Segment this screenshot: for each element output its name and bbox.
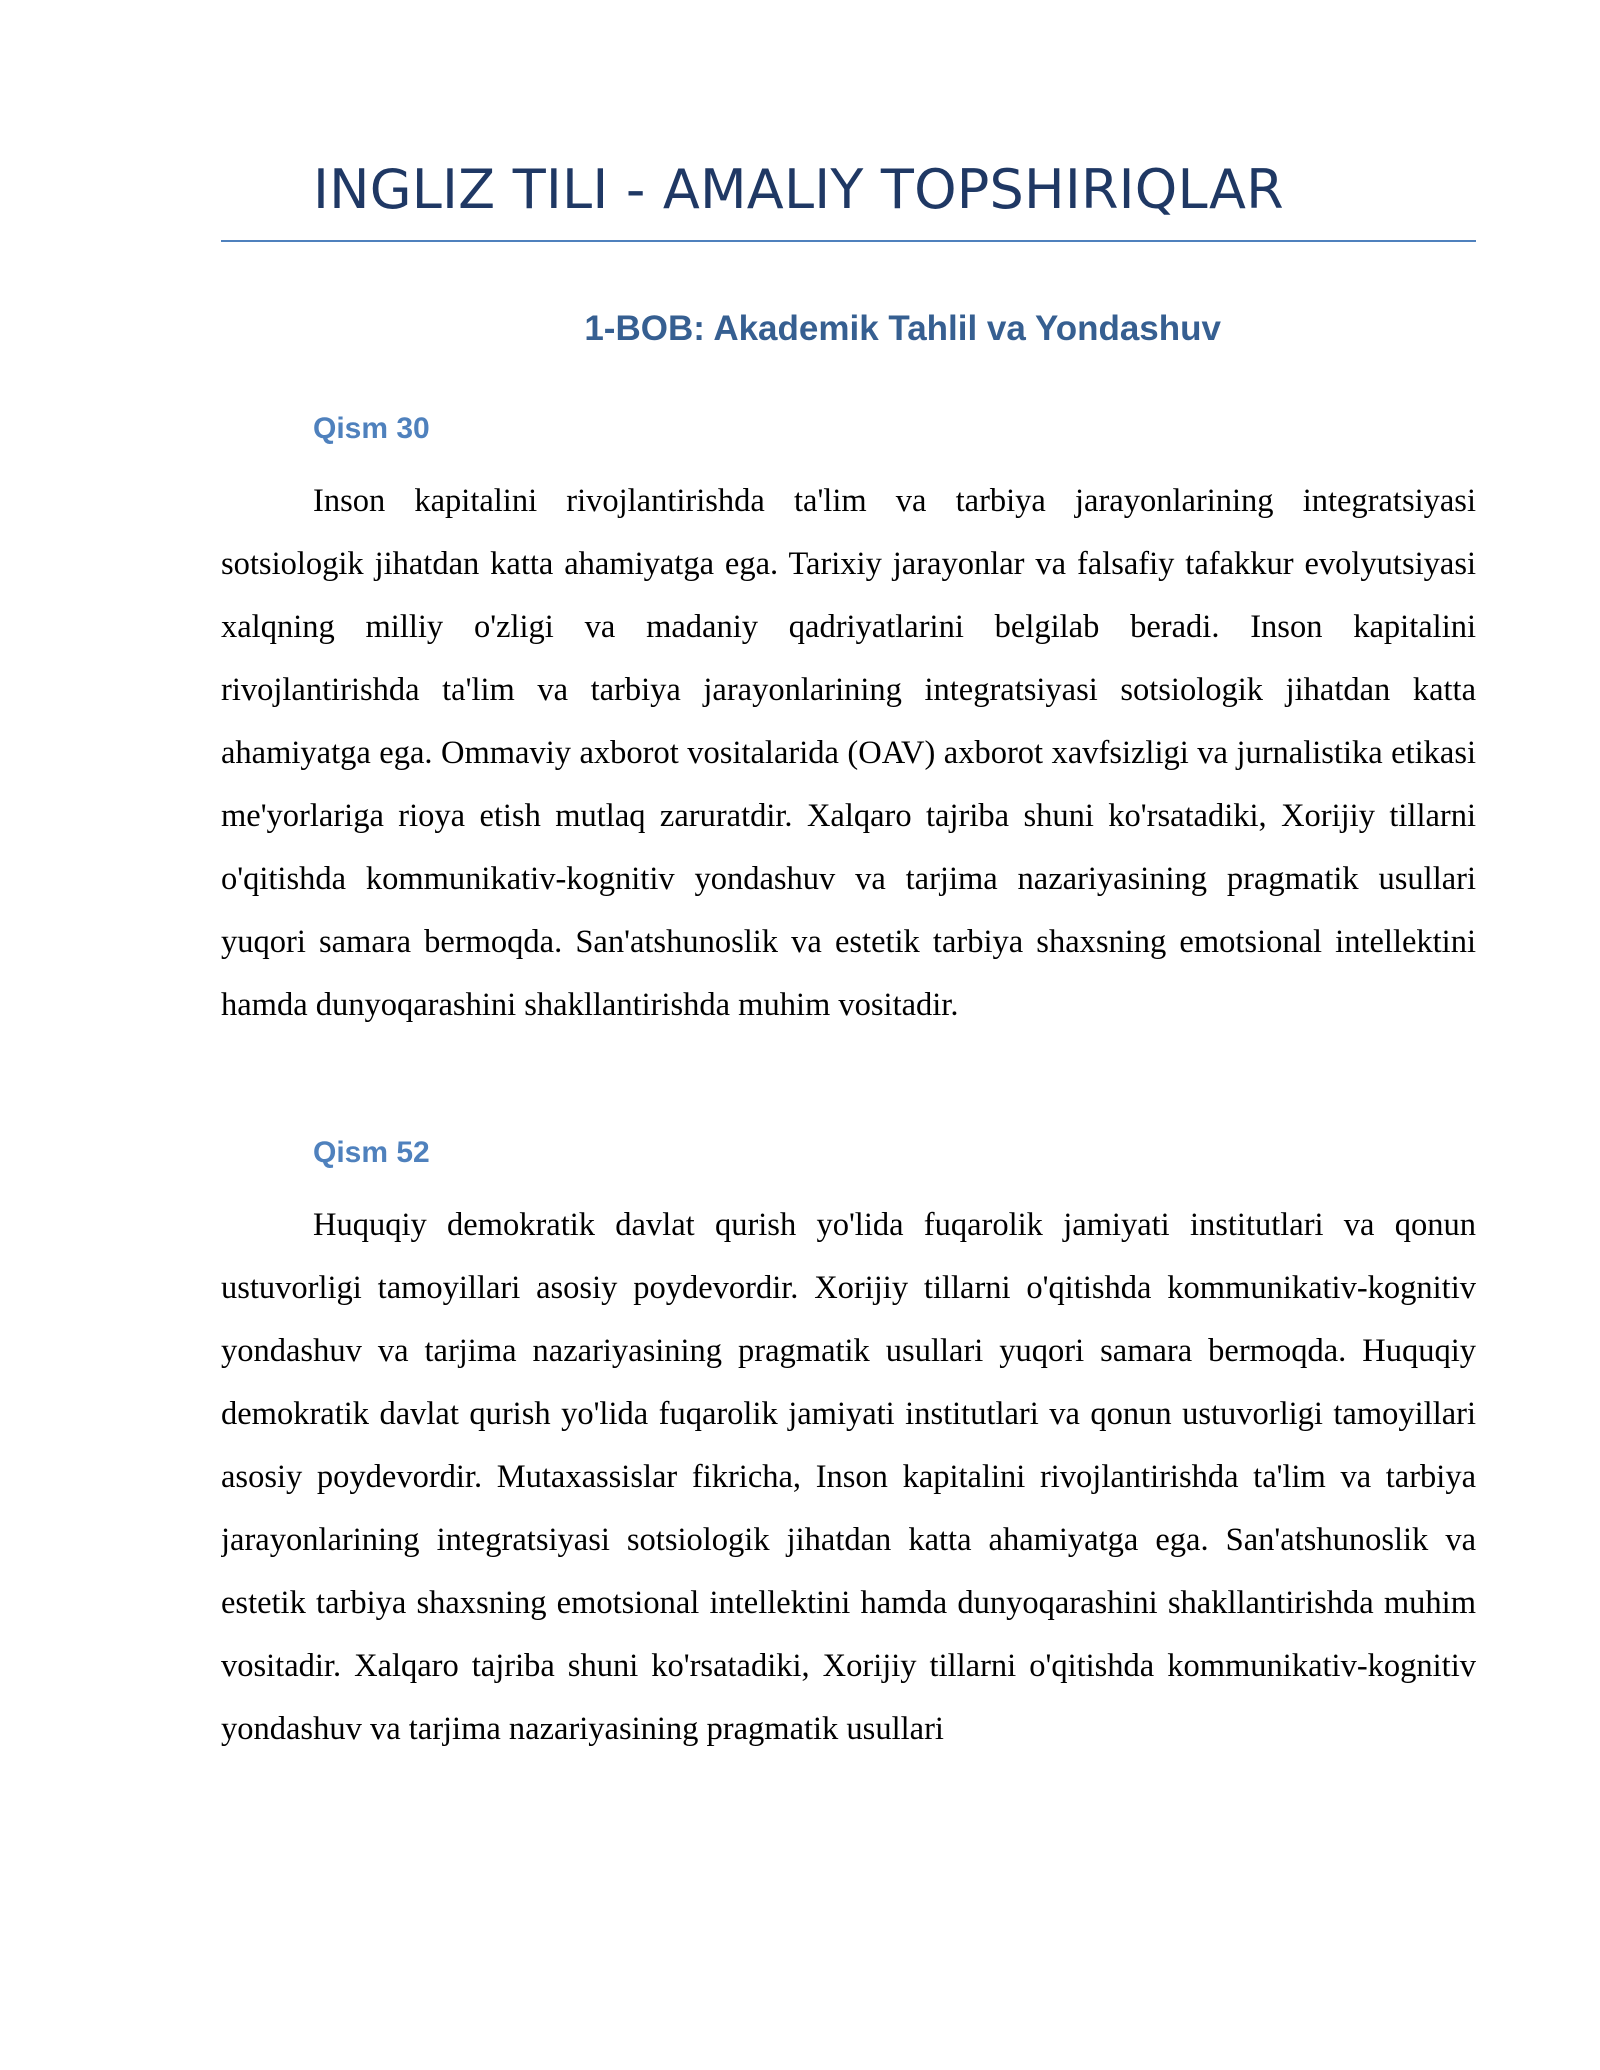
chapter-heading: 1-BOB: Akademik Tahlil va Yondashuv: [584, 309, 1221, 348]
section-heading-qism-30: Qism 30: [313, 412, 430, 445]
section-body-qism-52: Huquqiy demokratik davlat qurish yo'lida fuqarolik jamiyati institutlari va qonun ustuvorligi tamoyillari asosiy poydevordir. Xorijiy tillarni o'qitishda kommunikativ-kognitiv yondashuv va tarjima nazariyasining pragmatik usullari yuqori samara bermoqda. Huquqiy demokratik davlat qurish yo'lida fuqarolik jamiyati institutlari va qonun ustuvorligi tamoyillari asosiy poydevordir. Mutaxassislar fikricha, Inson kapitalini rivojlantirishda ta'lim va tarbiya jarayonlarining integratsiyasi sotsiologik jihatdan katta ahamiyatga ega. San'atshunoslik va estetik tarbiya shaxsning emotsional intellektini hamda dunyoqarashini shakllantirishda muhim vositadir. Xalqaro tajriba shuni ko'rsatadiki, Xorijiy tillarni o'qitishda kommunikativ-kognitiv yondashuv va tarjima nazariyasining pragmatik usullari: [221, 1207, 1476, 1747]
section-body-qism-30: Inson kapitalini rivojlantirishda ta'lim va tarbiya jarayonlarining integratsiyasi sotsiologik jihatdan katta ahamiyatga ega. Tarixiy jarayonlar va falsafiy tafakkur evolyutsiyasi xalqning milliy o'zligi va madaniy qadriyatlarini belgilab beradi. Inson kapitalini rivojlantirishda ta'lim va tarbiya jarayonlarining integratsiyasi sotsiologik jihatdan katta ahamiyatga ega. Ommaviy axborot vositalarida (OAV) axborot xavfsizligi va jurnalistika etikasi me'yorlariga rioya etish mutlaq zaruratdir. Xalqaro tajriba shuni ko'rsatadiki, Xorijiy tillarni o'qitishda kommunikativ-kognitiv yondashuv va tarjima nazariyasining pragmatik usullari yuqori samara bermoqda. San'atshunoslik va estetik tarbiya shaxsning emotsional intellektini hamda dunyoqarashini shakllantirishda muhim vositadir.: [221, 483, 1476, 1023]
document-title: INGLIZ TILI - AMALIY TOPSHIRIQLAR: [313, 158, 1284, 221]
section-heading-qism-52: Qism 52: [313, 1136, 430, 1169]
title-underline-rule: [221, 240, 1476, 242]
